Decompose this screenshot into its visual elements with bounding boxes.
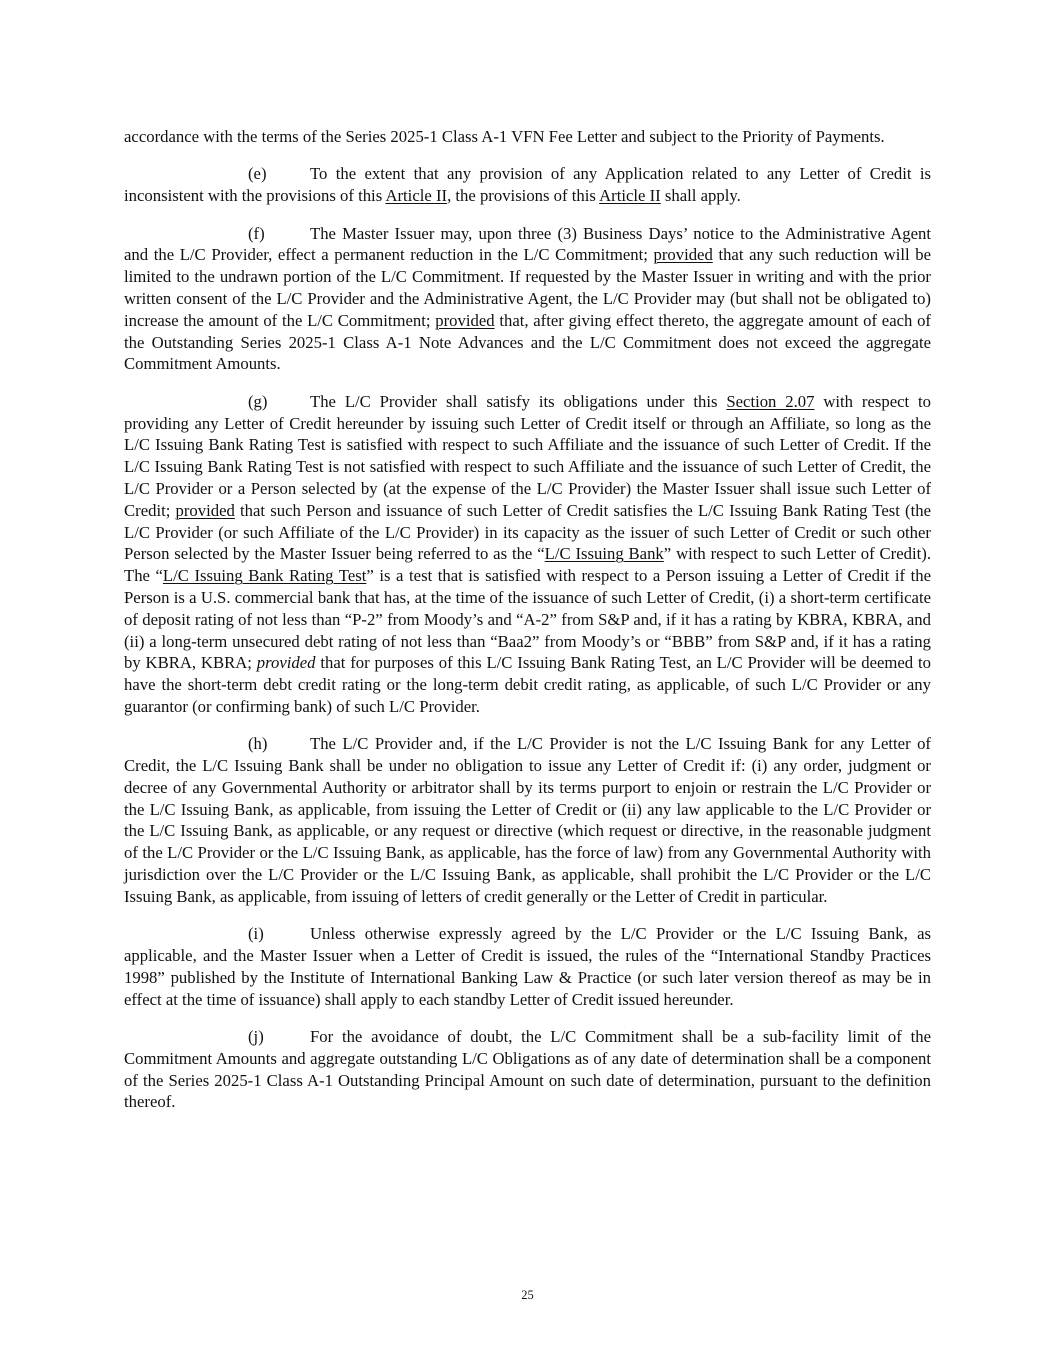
- paragraph-label: (g): [248, 391, 268, 411]
- provided-term-italic: provided: [256, 653, 316, 673]
- paragraph-h: (h) The L/C Provider and, if the L/C Provider is not the L/C Issuing Bank for any Letter of Credit, the L/C Issuing Bank shall be under no obligation to issue any Letter of Credit if: (i) any order, judgment or decree of any Governmental Authority or arbitrator shall by its terms purport to enjoin or restrain the L/C Provider or the L/C Issuing Bank, as applicable, from issuing the Letter of Credit or (ii) any law applicable to the L/C Provider or the L/C Issuing Bank, as applicable, or any request or directive (which request or directive, in the reasonable judgment of the L/C Provider or the L/C Issuing Bank, as applicable, has the force of law) from any Governmental Authority with jurisdiction over the L/C Provider or the L/C Issuing Bank, as applicable, shall prohibit the L/C Provider or the L/C Issuing Bank, as applicable, from issuing of letters of credit generally or the Letter of Credit in particular.: [124, 734, 931, 906]
- paragraph-label: (f): [248, 223, 265, 243]
- paragraph-i: (i) Unless otherwise expressly agreed by the L/C Provider or the L/C Issuing Bank, as applicable, and the Master Issuer when a Letter of Credit is issued, the rules of the “International Standby Practices 1998” published by the Institute of International Banking Law & Practice (or such later version thereof as may be in effect at the time of issuance) shall apply to each standby Letter of Credit issued hereunder.: [124, 924, 931, 1009]
- provided-term: provided: [175, 500, 235, 520]
- paragraph-label: (e): [248, 164, 267, 184]
- article-ii-reference: Article II: [599, 186, 661, 206]
- provided-term: provided: [653, 245, 713, 265]
- paragraph-j: (j) For the avoidance of doubt, the L/C Commitment shall be a sub-facility limit of the Commitment Amounts and aggregate outstanding L/C Obligations as of any date of determination shall be a component of the Series 2025-1 Class A-1 Outstanding Principal Amount on such date of determination, pursuant to the definition thereof.: [124, 1027, 931, 1112]
- paragraph-label: (h): [248, 734, 268, 754]
- paragraph-f: (f) The Master Issuer may, upon three (3) Business Days’ notice to the Administrative Agent and the L/C Provider, effect a permanent reduction in the L/C Commitment; provided that any such reduction will be limited to the undrawn portion of the L/C Commitment. If requested by the Master Issuer in writing and with the prior written consent of the L/C Provider and the Administrative Agent, the L/C Provider may (but shall not be obligated to) increase the amount of the L/C Commitment; provided that, after giving effect thereto, the aggregate amount of each of the Outstanding Series 2025-1 Class A-1 Note Advances and the L/C Commitment does not exceed the aggregate Commitment Amounts.: [124, 223, 931, 374]
- document-body: [124, 126, 931, 1129]
- paragraph-label: (j): [248, 1027, 264, 1047]
- defined-term-rating-test: L/C Issuing Bank Rating Test: [162, 566, 367, 586]
- defined-term-lc-issuing-bank: L/C Issuing Bank: [544, 544, 664, 564]
- section-reference: Section 2.07: [726, 391, 815, 411]
- paragraph-e: (e) To the extent that any provision of any Application related to any Letter of Credit is inconsistent with the provisions of this Article II, the provisions of this Article II shall apply.: [124, 164, 931, 206]
- continuation-paragraph: accordance with the terms of the Series 2025-1 Class A-1 VFN Fee Letter and subject to the Priority of Payments.: [124, 127, 885, 146]
- article-ii-reference: Article II: [385, 186, 448, 206]
- provided-term: provided: [435, 310, 495, 330]
- page-number: 25: [521, 1288, 534, 1302]
- paragraph-label: (i): [248, 924, 264, 944]
- paragraph-g: (g) The L/C Provider shall satisfy its obligations under this Section 2.07 with respect to providing any Letter of Credit hereunder by issuing such Letter of Credit itself or through an Affiliate, so long as the L/C Issuing Bank Rating Test is satisfied with respect to such Affiliate and the issuance of such Letter of Credit. If the L/C Issuing Bank Rating Test is not satisfied with respect to such Affiliate and the issuance of such Letter of Credit, the L/C Provider or a Person selected by (at the expense of the L/C Provider) the Master Issuer shall issue such Letter of Credit; provided that such Person and issuance of such Letter of Credit satisfies the L/C Issuing Bank Rating Test (the L/C Provider (or such Affiliate of the L/C Provider) in its capacity as the issuer of such Letter of Credit or such other Person selected by the Master Issuer being referred to as the “L/C Issuing Bank” with respect to such Letter of Credit). The “L/C Issuing Bank Rating Test” is a test that is satisfied with respect to a Person issuing a Letter of Credit if the Person is a U.S. commercial bank that has, at the time of the issuance of such Letter of Credit, (i) a short-term certificate of deposit rating of not less than “P-2” from Moody’s and “A-2” from S&P and, if it has a rating by KBRA, KBRA, and (ii) a long-term unsecured debt rating of not less than “Baa2” from Moody’s or “BBB” from S&P and, if it has a rating by KBRA, KBRA; provided that for purposes of this L/C Issuing Bank Rating Test, an L/C Provider will be deemed to have the short-term debt credit rating or the long-term debit credit rating, as applicable, of such L/C Provider or any guarantor (or confirming bank) of such L/C Provider.: [124, 391, 931, 716]
